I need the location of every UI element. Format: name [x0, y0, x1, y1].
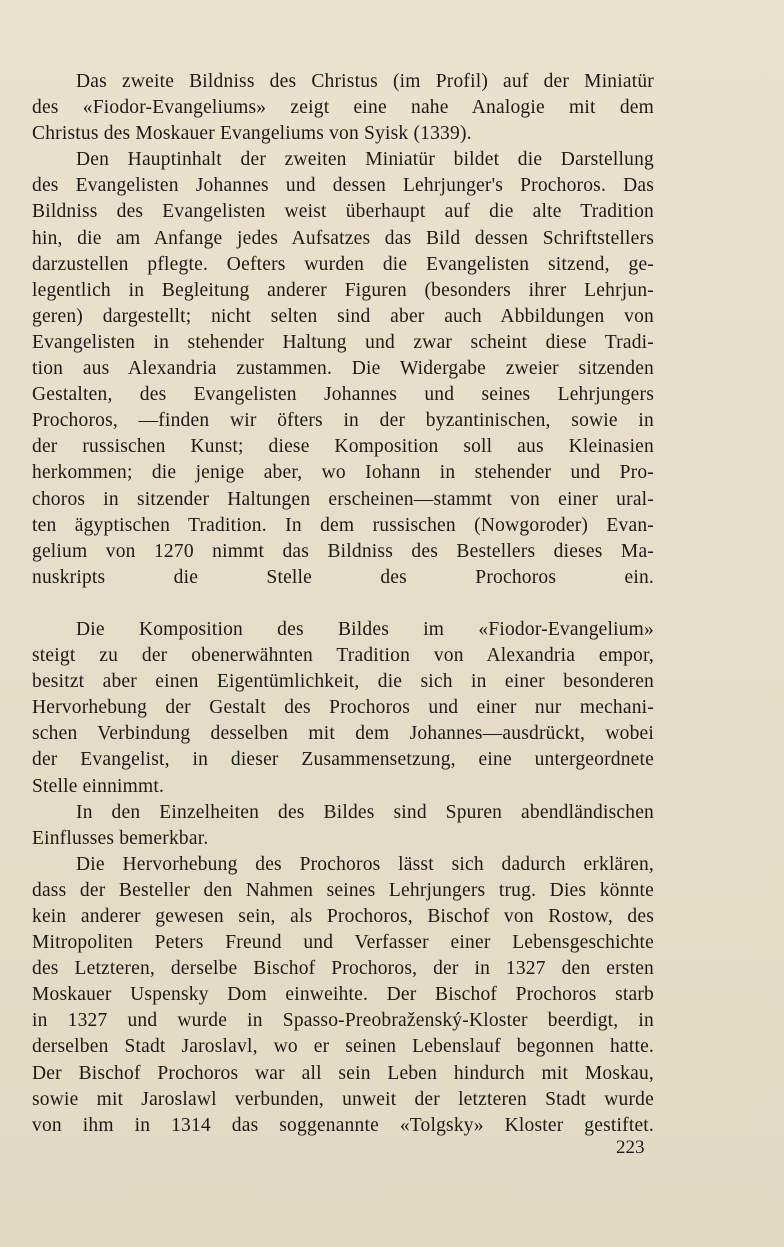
text-line: schen Verbindung desselben mit dem Johannes—ausdrückt, wobei — [32, 723, 654, 745]
text-line: Evangelisten in stehender Haltung und zwar scheint diese Tradi- — [32, 331, 654, 353]
text-line: des Evangelisten Johannes und dessen Lehrjunger's Prochoros. Das — [32, 175, 654, 197]
text-line: des Letzteren, derselbe Bischof Prochoros, der in 1327 den ersten — [32, 958, 654, 980]
text-line: der Evangelist, in dieser Zusammensetzung, eine untergeordnete — [32, 749, 654, 771]
text-line: tion aus Alexandria zustammen. Die Widergabe zweier sitzenden — [32, 358, 654, 380]
text-line: choros in sitzender Haltungen erscheinen—stammt von einer ural- — [32, 488, 654, 510]
text-line: von ihm in 1314 das soggenannte «Tolgsky» Kloster gestiftet. — [32, 1114, 654, 1136]
text-line: der russischen Kunst; diese Komposition soll aus Kleinasien — [32, 436, 654, 458]
text-line: hin, die am Anfange jedes Aufsatzes das Bild dessen Schriftstellers — [32, 227, 654, 249]
text-line: Christus des Moskauer Evangeliums von Syisk (1339). — [32, 123, 472, 145]
text-line: Das zweite Bildniss des Christus (im Profil) auf der Miniatür — [76, 71, 654, 92]
page-number: 223 — [616, 1137, 645, 1158]
paragraph-5 — [32, 852, 654, 1139]
text-line: in 1327 und wurde in Spasso-Preobraženský-Kloster beerdigt, in — [32, 1010, 654, 1032]
text-line: Gestalten, des Evangelisten Johannes und seines Lehrjungers — [32, 384, 654, 406]
text-line: derselben Stadt Jaroslavl, wo er seinen Lebenslauf begonnen hatte. — [32, 1036, 654, 1058]
paragraph-2 — [32, 147, 654, 617]
text-line: Stelle einnimmt. — [32, 775, 165, 797]
paragraph-1 — [32, 69, 654, 147]
text-line: darzustellen pflegte. Oefters wurden die Evangelisten sitzend, ge- — [32, 253, 654, 275]
text-line: In den Einzelheiten des Bildes sind Spuren abendländischen — [76, 801, 654, 823]
text-line: ten ägyptischen Tradition. In dem russischen (Nowgoroder) Evan- — [32, 514, 654, 536]
text-line: Mitropoliten Peters Freund und Verfasser einer Lebensgeschichte — [32, 932, 654, 954]
text-line: Die Komposition des Bildes im «Fiodor-Evangelium» — [76, 618, 654, 640]
text-line: Moskauer Uspensky Dom einweihte. Der Bischof Prochoros starb — [32, 984, 654, 1006]
body-text — [32, 69, 654, 1139]
text-line: Bildniss des Evangelisten weist überhaupt auf die alte Tradition — [32, 201, 654, 223]
text-line: Die Hervorhebung des Prochoros lässt sich dadurch erklären, — [76, 853, 654, 875]
text-line: nuskripts die Stelle des Prochoros ein. — [32, 566, 654, 588]
text-line: Hervorhebung der Gestalt des Prochoros und einer nur mechani- — [32, 697, 654, 719]
text-line: herkommen; die jenige aber, wo Iohann in stehender und Pro- — [32, 462, 654, 484]
text-line: kein anderer gewesen sein, als Prochoros, Bischof von Rostow, des — [32, 906, 654, 927]
text-line: Prochoros, —finden wir öfters in der byzantinischen, sowie in — [32, 410, 654, 432]
text-line: legentlich in Begleitung anderer Figuren (besonders ihrer Lehrjun- — [32, 279, 654, 301]
paragraph-3 — [32, 617, 654, 800]
text-line: Den Hauptinhalt der zweiten Miniatür bildet die Darstellung — [76, 149, 654, 171]
paragraph-4 — [32, 800, 654, 852]
text-line: steigt zu der obenerwähnten Tradition von Alexandria empor, — [32, 645, 654, 667]
text-line: gelium von 1270 nimmt das Bildniss des Bestellers dieses Ma- — [32, 540, 654, 562]
text-line: dass der Besteller den Nahmen seines Lehrjungers trug. Dies könnte — [32, 879, 654, 901]
text-line — [32, 591, 654, 617]
text-line: sowie mit Jaroslawl verbunden, unweit der letzteren Stadt wurde — [32, 1088, 654, 1110]
text-line: besitzt aber einen Eigentümlichkeit, die sich in einer besonderen — [32, 671, 654, 693]
text-line: des «Fiodor-Evangeliums» zeigt eine nahe Analogie mit dem — [32, 97, 654, 119]
text-line: Der Bischof Prochoros war all sein Leben hindurch mit Moskau, — [32, 1062, 654, 1084]
text-line: geren) dargestellt; nicht selten sind aber auch Abbildungen von — [32, 305, 654, 327]
text-line: Einflusses bemerkbar. — [32, 827, 209, 849]
